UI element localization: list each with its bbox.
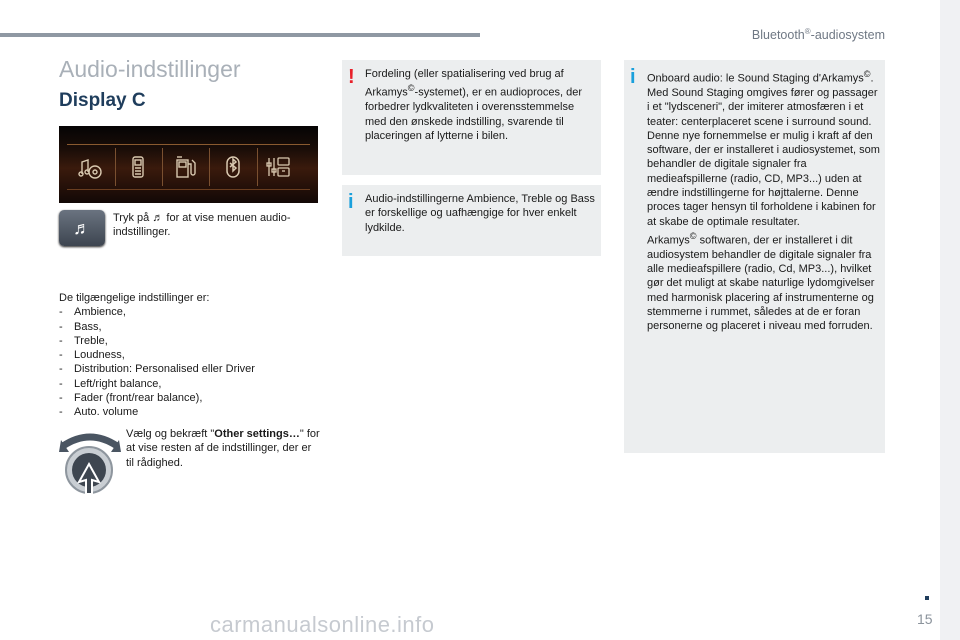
fuel-icon	[172, 154, 198, 180]
display-c-screen	[59, 126, 318, 203]
arkamys-sup2: ©	[689, 230, 697, 241]
display-separator	[162, 148, 163, 186]
arkamys-para1	[647, 67, 881, 86]
info-box-arkamys	[624, 60, 885, 453]
warning-icon: !	[348, 66, 355, 88]
info-text: Audio-indstillingerne Ambience, Treble og Bass er forskellige og uafhængige for hver enkelt lydkilde.	[365, 193, 595, 234]
header-rule	[0, 33, 480, 37]
available-settings	[59, 291, 319, 420]
list-item: - Bass,	[59, 320, 319, 334]
display-separator	[209, 148, 210, 186]
phone-icon	[125, 154, 151, 180]
arkamys-para4	[647, 229, 881, 334]
knob-suffix: " for at vise resten af de indstillinger, der er til rådighed.	[126, 428, 320, 469]
arkamys-brand: Arkamys	[647, 234, 690, 247]
display-separator	[257, 148, 258, 186]
watermark: carmanualsonline.info	[210, 612, 435, 637]
other-settings-label: Other settings…	[214, 428, 300, 440]
available-intro: De tilgængelige indstillinger er:	[59, 292, 210, 304]
page-edge-strip	[940, 0, 960, 640]
arkamys-text	[647, 67, 881, 334]
inline-music-glyph: ♬	[152, 212, 164, 224]
section-sup: ®	[804, 27, 811, 36]
knob-instruction	[126, 427, 321, 470]
section-name: Bluetooth	[751, 28, 805, 43]
list-item: - Treble,	[59, 334, 319, 348]
rotary-knob-icon	[59, 430, 121, 500]
arkamys-sup1: ©	[863, 69, 871, 79]
music-instruction	[113, 211, 318, 240]
list-item: - Fader (front/rear balance),	[59, 391, 319, 405]
page-subtitle: Display C	[59, 90, 146, 111]
warning-sup: ©	[407, 83, 415, 94]
list-item: - Ambience,	[59, 305, 319, 319]
warning-part1: Fordeling (eller spatialisering ved brug af Arkamys	[365, 68, 564, 99]
list-item: - Distribution: Personalised eller Driver	[59, 362, 319, 376]
bluetooth-icon	[220, 154, 246, 180]
list-item: - Loudness,	[59, 348, 319, 362]
section-header	[752, 27, 885, 42]
audio-settings-icon	[77, 154, 103, 180]
warning-box	[342, 60, 601, 175]
arkamys-para3: Denne nye fornemmelse er mulig i kraft af den software, der er installeret i audiosystemet, som behandler de digitale signaler fra medieafspillerne (radio, CD, MP3...) uden at ændre indstillingerne for højttalerne. Denne proces tager hensyn til forholdene i kabinen for at skabe de optimale resultater.	[647, 129, 880, 228]
info-box-settings	[342, 185, 601, 256]
arkamys-dot: .	[870, 72, 874, 85]
section-suffix: -audiosystem	[810, 28, 885, 43]
knob-prefix: Vælg og bekræft "	[126, 428, 215, 440]
info-icon: i	[348, 191, 354, 213]
page-title: Audio-indstillinger	[59, 56, 241, 82]
end-marker	[925, 596, 929, 600]
info-icon: i	[630, 66, 636, 88]
instruction-suffix: for at vise menuen audio-indstillinger.	[113, 212, 291, 239]
warning-text	[365, 67, 597, 143]
arkamys-intro: Onboard audio: le Sound Staging d'Arkamys	[647, 72, 864, 85]
settings-list	[59, 305, 319, 419]
list-item: - Left/right balance,	[59, 377, 319, 391]
instruction-prefix: Tryk på	[113, 212, 150, 224]
arkamys-body: softwaren, der er installeret i dit audiosystem behandler de digitale signaler fra alle medieafspillere (radio, Cd, MP3...), hvilket gør det muligt at skabe naturlige lydomgivelser med harmonisk placering af instrumenterne og stemmerne i rummet, således at de er foran personerne og placeret i niveau med forruden.	[647, 234, 875, 333]
display-separator	[115, 148, 116, 186]
list-item: - Auto. volume	[59, 405, 319, 419]
music-button-icon	[59, 210, 105, 246]
warning-part2: -systemet), er en audioproces, der forbedrer lydkvaliteten i overensstemmelse med den ønskede indstilling, svarende til placeringen af lytterne i bilen.	[365, 86, 583, 142]
music-note-glyph: ♬	[73, 218, 91, 238]
settings-sliders-icon	[265, 154, 291, 180]
arkamys-para2: Med Sound Staging omgives fører og passager i et "lydsceneri", der imiterer atmosfæren i et teater: centerplaceret scene i surround sound.	[647, 86, 878, 128]
page-number: 15	[917, 611, 933, 627]
